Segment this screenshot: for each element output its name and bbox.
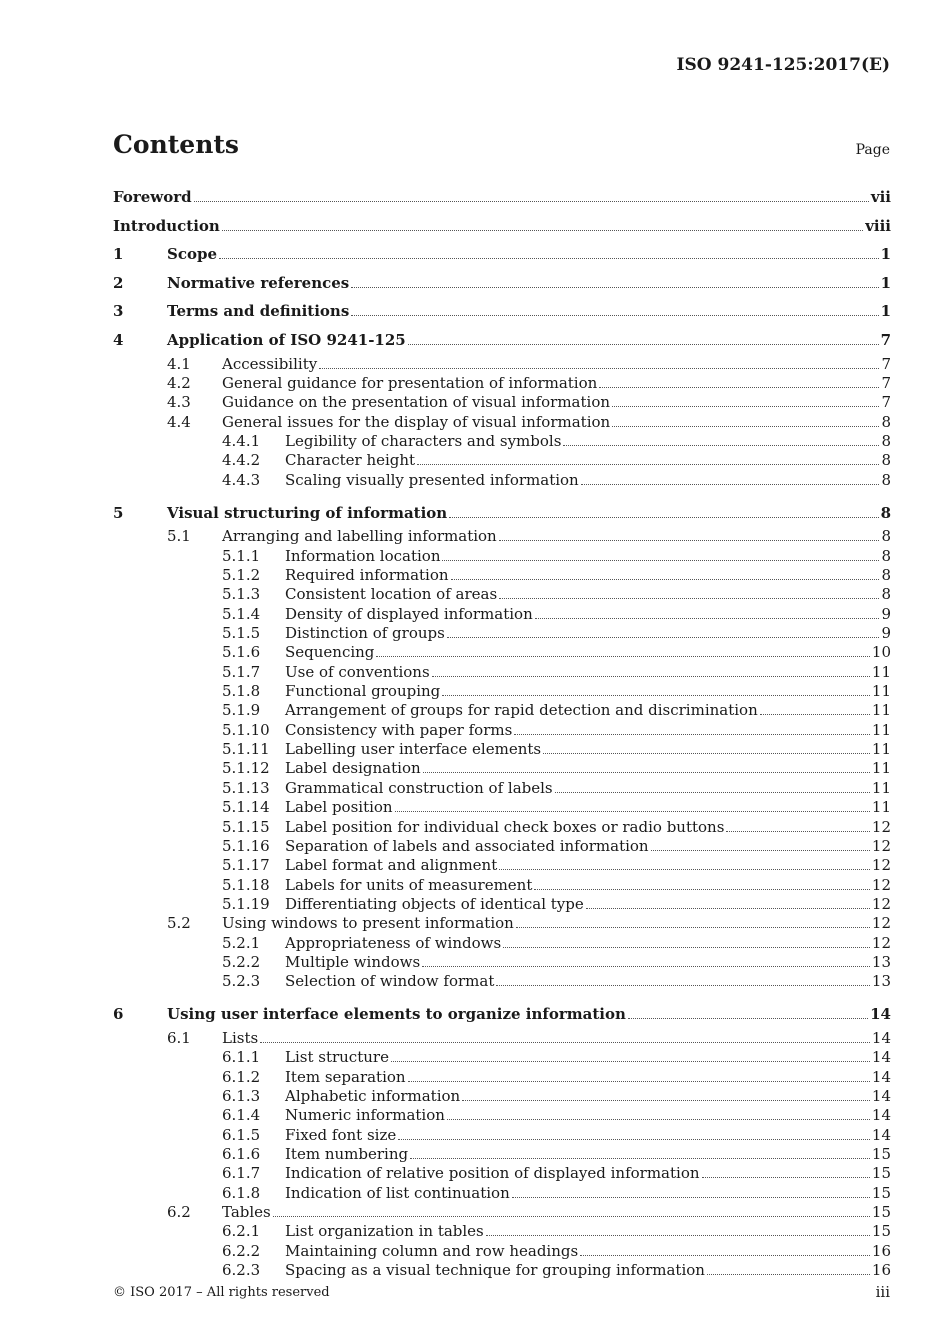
toc-entry-page: 12 — [871, 856, 891, 875]
toc-entry-number: 5.2.2 — [222, 953, 261, 972]
dot-leader — [726, 830, 870, 832]
toc-entry[interactable] — [113, 934, 891, 953]
toc-entry-title: Required information — [285, 565, 449, 584]
toc-entry-title: Normative references — [167, 273, 350, 292]
dot-leader — [260, 1041, 870, 1043]
toc-entry-page: 14 — [871, 1048, 891, 1067]
dot-leader — [447, 636, 880, 638]
toc-entry[interactable] — [113, 1106, 891, 1125]
toc-entry-page: 7 — [880, 330, 891, 349]
dot-leader — [417, 463, 879, 465]
table-of-contents — [113, 183, 891, 1281]
dot-leader — [486, 1234, 870, 1236]
toc-entry-number: 5 — [113, 503, 124, 522]
toc-entry-title: Visual structuring of information — [167, 503, 448, 522]
toc-entry-title: Label format and alignment — [285, 856, 498, 875]
toc-entry-title: Terms and definitions — [167, 302, 350, 321]
toc-entry[interactable] — [113, 183, 891, 212]
dot-leader — [707, 1273, 870, 1275]
toc-entry-number: 5.2 — [167, 914, 191, 933]
toc-entry-title: Use of conventions — [285, 662, 430, 681]
dot-leader — [273, 1215, 870, 1217]
toc-entry-title: Arrangement of groups for rapid detection and discrimination — [285, 701, 758, 720]
toc-entry-number: 5.2.1 — [222, 933, 261, 952]
toc-entry-number: 6.1.1 — [222, 1048, 261, 1067]
toc-entry-title: Fixed font size — [285, 1125, 397, 1144]
page-column-label: Page — [855, 142, 890, 158]
toc-entry-number: 5.1.8 — [222, 682, 261, 701]
dot-leader — [499, 868, 870, 870]
toc-entry-page: 12 — [871, 933, 891, 952]
toc-entry-page: 13 — [871, 953, 891, 972]
toc-entry-page: 11 — [871, 701, 891, 720]
dot-leader — [563, 444, 879, 446]
toc-entry[interactable] — [113, 471, 891, 490]
toc-entry-number: 4.4 — [167, 412, 191, 431]
toc-entry-page: 8 — [881, 565, 891, 584]
toc-entry-page: viii — [865, 216, 891, 235]
toc-entry-page: 8 — [881, 527, 891, 546]
toc-entry-number: 6.2.2 — [222, 1241, 261, 1260]
toc-entry-title: Sequencing — [285, 643, 375, 662]
toc-entry-title: Multiple windows — [285, 953, 421, 972]
dot-leader — [612, 405, 879, 407]
dot-leader — [408, 1080, 870, 1082]
toc-entry-title: Accessibility — [222, 354, 318, 373]
toc-entry-title: General issues for the display of visual information — [222, 412, 611, 431]
toc-entry-number: 4.4.3 — [222, 470, 261, 489]
toc-entry-title: Information location — [285, 546, 441, 565]
toc-entry-title: Legibility of characters and symbols — [285, 432, 562, 450]
dot-leader — [555, 791, 870, 793]
toc-entry[interactable] — [113, 1261, 891, 1280]
dot-leader — [451, 578, 880, 580]
toc-entry-title: Indication of list continuation — [285, 1183, 510, 1202]
toc-entry-number: 5.1.15 — [222, 817, 270, 836]
dot-leader — [535, 617, 880, 619]
toc-entry-page: 12 — [871, 895, 891, 913]
toc-entry-page: 14 — [871, 1125, 891, 1144]
toc-entry-number: 6.1.8 — [222, 1183, 261, 1202]
toc-entry-number: 5.1.17 — [222, 856, 270, 875]
toc-entry-number: 4.4.2 — [222, 451, 261, 470]
dot-leader — [581, 483, 880, 485]
toc-entry[interactable] — [113, 499, 891, 528]
toc-entry[interactable] — [113, 1184, 891, 1203]
toc-entry[interactable] — [113, 1029, 891, 1048]
dot-leader — [222, 229, 863, 231]
dot-leader — [351, 286, 878, 288]
dot-leader — [612, 425, 879, 427]
toc-entry-title: Scope — [167, 245, 218, 264]
dot-leader — [442, 559, 879, 561]
toc-entry-number: 5.1.4 — [222, 604, 261, 623]
dot-leader — [651, 849, 870, 851]
toc-entry-page: 11 — [871, 778, 891, 797]
toc-entry-number: 6.1.2 — [222, 1067, 261, 1086]
toc-entry[interactable] — [113, 1242, 891, 1261]
toc-entry-page: 15 — [871, 1183, 891, 1202]
toc-entry-title: Functional grouping — [285, 682, 441, 701]
toc-entry[interactable] — [113, 1126, 891, 1145]
toc-entry[interactable] — [113, 269, 891, 298]
dot-leader — [398, 1138, 870, 1140]
toc-entry-page: 11 — [871, 662, 891, 681]
toc-entry-title: Differentiating objects of identical type — [285, 895, 584, 913]
toc-entry[interactable] — [113, 759, 891, 778]
dot-leader — [499, 539, 880, 541]
toc-entry[interactable] — [113, 953, 891, 972]
toc-entry-number: 6.1.5 — [222, 1125, 261, 1144]
toc-entry-number: 5.2.3 — [222, 972, 261, 991]
toc-entry-title: Using user interface elements to organize information — [167, 1005, 626, 1024]
toc-entry[interactable] — [113, 1068, 891, 1087]
toc-entry-title: Introduction — [113, 216, 220, 235]
toc-entry-page: 8 — [881, 412, 891, 431]
toc-entry-title: Label position — [285, 798, 393, 817]
dot-leader — [351, 314, 878, 316]
dot-leader — [410, 1157, 870, 1159]
dot-leader — [423, 771, 870, 773]
toc-entry-title: Distinction of groups — [285, 623, 445, 642]
toc-entry-title: Guidance on the presentation of visual information — [222, 393, 611, 412]
toc-entry-page: 1 — [880, 302, 891, 321]
toc-entry-number: 6.2.1 — [222, 1222, 261, 1241]
toc-entry-page: 8 — [881, 585, 891, 604]
toc-entry[interactable] — [113, 895, 891, 914]
toc-entry[interactable] — [113, 721, 891, 740]
toc-entry-title: Grammatical construction of labels — [285, 778, 553, 797]
toc-entry-page: vii — [870, 188, 891, 206]
dot-leader — [514, 733, 870, 735]
dot-leader — [534, 888, 870, 890]
toc-entry[interactable] — [113, 1087, 891, 1106]
toc-entry-page: 8 — [881, 546, 891, 565]
toc-entry-title: Indication of relative position of displayed information — [285, 1164, 700, 1183]
toc-entry-number: 5.1.7 — [222, 662, 261, 681]
toc-entry[interactable] — [113, 297, 891, 326]
toc-entry-page: 15 — [871, 1203, 891, 1222]
toc-entry-number: 5.1.11 — [222, 740, 270, 759]
toc-entry-number: 5.1.10 — [222, 720, 270, 739]
toc-entry[interactable] — [113, 818, 891, 837]
page-number: iii — [875, 1283, 890, 1301]
toc-entry-number: 6.2.3 — [222, 1261, 261, 1280]
toc-entry-title: Labels for units of measurement — [285, 875, 533, 894]
toc-entry-page: 8 — [881, 470, 891, 489]
toc-entry[interactable] — [113, 547, 891, 566]
toc-entry[interactable] — [113, 1145, 891, 1164]
toc-entry-title: Item separation — [285, 1067, 406, 1086]
toc-entry[interactable] — [113, 1048, 891, 1067]
toc-entry-page: 15 — [871, 1222, 891, 1241]
toc-entry-title: Item numbering — [285, 1145, 409, 1164]
toc-entry-page: 15 — [871, 1164, 891, 1183]
toc-entry-title: General guidance for presentation of information — [222, 373, 598, 392]
toc-entry-number: 6.1.3 — [222, 1086, 261, 1105]
toc-entry-number: 1 — [113, 245, 124, 264]
toc-entry-title: Application of ISO 9241-125 — [167, 330, 406, 349]
dot-leader — [599, 386, 879, 388]
toc-entry[interactable] — [113, 212, 891, 241]
dot-leader — [516, 926, 870, 928]
toc-entry[interactable] — [113, 413, 891, 432]
toc-entry-number: 6.1.6 — [222, 1145, 261, 1164]
toc-entry-title: Arranging and labelling information — [222, 527, 497, 546]
toc-entry-number: 5.1.5 — [222, 623, 261, 642]
toc-entry-page: 14 — [870, 1005, 891, 1024]
toc-entry-page: 11 — [871, 720, 891, 739]
toc-entry-title: List organization in tables — [285, 1222, 484, 1241]
toc-entry-page: 12 — [871, 817, 891, 836]
toc-entry[interactable] — [113, 798, 891, 817]
toc-entry-page: 12 — [871, 875, 891, 894]
dot-leader — [408, 343, 879, 345]
toc-entry-number: 3 — [113, 302, 124, 321]
toc-entry-page: 8 — [880, 503, 891, 522]
dot-leader — [219, 257, 879, 259]
toc-entry-title: Density of displayed information — [285, 604, 533, 623]
toc-entry[interactable] — [113, 740, 891, 759]
dot-leader — [499, 597, 879, 599]
toc-entry-number: 5.1.9 — [222, 701, 261, 720]
toc-entry[interactable] — [113, 585, 891, 604]
toc-entry-page: 9 — [881, 623, 891, 642]
toc-entry[interactable] — [113, 663, 891, 682]
toc-entry[interactable] — [113, 624, 891, 643]
toc-entry-page: 15 — [871, 1145, 891, 1164]
dot-leader — [496, 984, 870, 986]
toc-entry-page: 14 — [871, 1106, 891, 1125]
toc-entry-title: Consistency with paper forms — [285, 720, 513, 739]
toc-entry[interactable] — [113, 355, 891, 374]
toc-entry-number: 5.1.14 — [222, 798, 270, 817]
toc-entry[interactable] — [113, 643, 891, 662]
toc-entry[interactable] — [113, 432, 891, 451]
toc-entry-title: Appropriateness of windows — [285, 933, 502, 952]
toc-entry-number: 6.1 — [167, 1028, 191, 1047]
toc-entry-title: Separation of labels and associated information — [285, 836, 649, 855]
dot-leader — [586, 907, 870, 909]
toc-entry-page: 12 — [871, 914, 891, 933]
toc-entry-number: 6.1.7 — [222, 1164, 261, 1183]
toc-entry[interactable] — [113, 1203, 891, 1222]
dot-leader — [422, 965, 870, 967]
toc-entry-page: 7 — [881, 393, 891, 412]
dot-leader — [391, 1060, 870, 1062]
toc-entry-title: Maintaining column and row headings — [285, 1241, 579, 1260]
toc-entry-title: List structure — [285, 1048, 389, 1067]
toc-entry-title: Alphabetic information — [285, 1086, 461, 1105]
toc-entry-page: 11 — [871, 740, 891, 759]
dot-leader — [543, 752, 870, 754]
toc-entry-title: Selection of window format — [285, 972, 495, 991]
dot-leader — [319, 367, 879, 369]
toc-entry[interactable] — [113, 374, 891, 393]
toc-entry-page: 16 — [871, 1261, 891, 1280]
toc-entry-number: 6.2 — [167, 1203, 191, 1222]
toc-entry-number: 4.4.1 — [222, 432, 261, 450]
toc-entry-page: 11 — [871, 759, 891, 778]
toc-entry[interactable] — [113, 914, 891, 933]
toc-entry[interactable] — [113, 1164, 891, 1183]
toc-entry[interactable] — [113, 1000, 891, 1029]
toc-entry-page: 10 — [871, 643, 891, 662]
toc-entry-number: 5.1.13 — [222, 778, 270, 797]
dot-leader — [702, 1176, 870, 1178]
dot-leader — [512, 1196, 870, 1198]
toc-entry-title: Spacing as a visual technique for grouping information — [285, 1261, 705, 1280]
toc-entry-number: 5.1.12 — [222, 759, 270, 778]
page-title: Contents — [113, 130, 240, 159]
dot-leader — [194, 200, 869, 202]
toc-entry-page: 14 — [871, 1086, 891, 1105]
toc-entry-page: 14 — [871, 1028, 891, 1047]
toc-entry-number: 5.1.16 — [222, 836, 270, 855]
dot-leader — [376, 655, 869, 657]
toc-entry-page: 13 — [871, 972, 891, 991]
toc-entry-number: 6.1.4 — [222, 1106, 261, 1125]
toc-entry-number: 4.3 — [167, 393, 191, 412]
document-id: ISO 9241-125:2017(E) — [676, 55, 890, 75]
toc-entry-page: 16 — [871, 1241, 891, 1260]
toc-entry-page: 7 — [881, 373, 891, 392]
toc-entry[interactable] — [113, 972, 891, 991]
toc-entry-number: 6 — [113, 1005, 124, 1024]
toc-entry[interactable] — [113, 240, 891, 269]
toc-entry-number: 4.1 — [167, 354, 191, 373]
dot-leader — [432, 675, 870, 677]
dot-leader — [580, 1254, 870, 1256]
toc-entry-title: Labelling user interface elements — [285, 740, 542, 759]
toc-entry-number: 5.1.3 — [222, 585, 261, 604]
toc-entry[interactable] — [113, 326, 891, 355]
toc-entry-page: 11 — [871, 798, 891, 817]
toc-entry[interactable] — [113, 837, 891, 856]
toc-entry-title: Character height — [285, 451, 416, 470]
dot-leader — [447, 1118, 870, 1120]
toc-entry-title: Label position for individual check boxes or radio buttons — [285, 817, 725, 836]
toc-entry-page: 1 — [880, 245, 891, 264]
toc-entry[interactable] — [113, 876, 891, 895]
toc-entry-page: 8 — [881, 432, 891, 450]
toc-entry-page: 7 — [881, 354, 891, 373]
toc-entry[interactable] — [113, 856, 891, 875]
toc-entry-page: 8 — [881, 451, 891, 470]
toc-entry-title: Label designation — [285, 759, 421, 778]
toc-entry-number: 5.1.6 — [222, 643, 261, 662]
toc-entry-title: Using windows to present information — [222, 914, 514, 933]
toc-entry-page: 11 — [871, 682, 891, 701]
toc-entry-title: Foreword — [113, 188, 192, 206]
dot-leader — [462, 1099, 870, 1101]
toc-entry-title: Consistent location of areas — [285, 585, 498, 604]
toc-entry-number: 5.1.19 — [222, 895, 270, 913]
dot-leader — [442, 694, 870, 696]
toc-entry-title: Tables — [222, 1203, 271, 1222]
toc-entry-page: 14 — [871, 1067, 891, 1086]
dot-leader — [503, 946, 870, 948]
dot-leader — [449, 516, 878, 518]
toc-entry-page: 9 — [881, 604, 891, 623]
toc-entry-number: 2 — [113, 273, 124, 292]
toc-entry-title: Lists — [222, 1028, 259, 1047]
dot-leader — [395, 810, 870, 812]
toc-entry[interactable] — [113, 682, 891, 701]
toc-entry[interactable] — [113, 605, 891, 624]
toc-entry[interactable] — [113, 779, 891, 798]
toc-entry[interactable] — [113, 393, 891, 412]
toc-entry-number: 5.1.2 — [222, 565, 261, 584]
toc-entry[interactable] — [113, 566, 891, 585]
toc-entry-number: 4.2 — [167, 373, 191, 392]
dot-leader — [760, 713, 870, 715]
toc-entry-number: 4 — [113, 330, 124, 349]
toc-entry[interactable] — [113, 527, 891, 546]
copyright-notice: © ISO 2017 – All rights reserved — [113, 1285, 330, 1300]
toc-entry-page: 1 — [880, 273, 891, 292]
toc-entry-page: 12 — [871, 836, 891, 855]
toc-entry-number: 5.1.1 — [222, 546, 261, 565]
toc-entry-title: Scaling visually presented information — [285, 470, 579, 489]
toc-entry[interactable] — [113, 1222, 891, 1241]
toc-entry[interactable] — [113, 701, 891, 720]
toc-entry-number: 5.1 — [167, 527, 191, 546]
dot-leader — [628, 1017, 868, 1019]
toc-entry-number: 5.1.18 — [222, 875, 270, 894]
toc-entry-title: Numeric information — [285, 1106, 445, 1125]
toc-entry[interactable] — [113, 451, 891, 470]
